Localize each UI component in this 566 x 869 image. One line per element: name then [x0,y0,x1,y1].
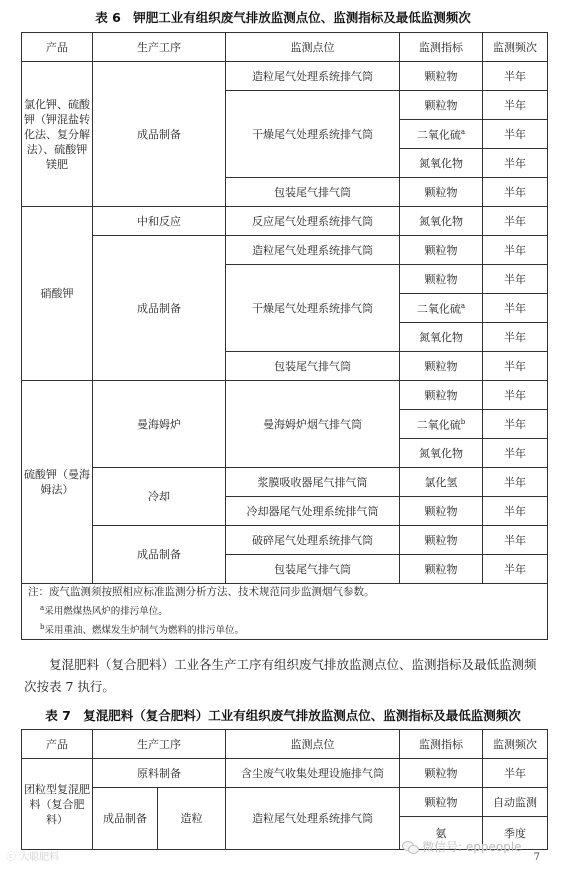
point-cell: 浆膜吸收器尾气排气筒 [226,468,400,497]
header-process: 生产工序 [93,730,226,759]
table6-notes-row [22,584,548,640]
indicator-cell [400,410,483,439]
header-frequency: 监测频次 [483,33,548,62]
page-number: 7 [533,852,540,863]
point-cell: 造粒尾气处理系统排气筒 [226,788,400,850]
frequency-cell: 季度 [483,817,548,850]
process-cell: 曼海姆炉 [93,381,226,468]
note-a [28,601,545,619]
indicator-text: 二氧化硫 [416,302,461,316]
wechat-icon [402,841,418,853]
table6-header-row [22,33,548,62]
header-indicator: 监测指标 [400,33,483,62]
header-process: 生产工序 [93,33,226,62]
point-cell: 造粒尾气处理系统排气筒 [226,62,400,91]
indicator-cell: 颗粒物 [400,526,483,555]
indicator-cell: 氨 [400,817,483,850]
footnote-mark: b [460,418,466,427]
frequency-cell: 自动监测 [483,788,548,817]
indicator-cell: 颗粒物 [400,497,483,526]
frequency-cell: 半年 [483,207,548,236]
point-cell: 干燥尾气处理系统排气筒 [226,265,400,352]
indicator-cell: 颗粒物 [400,788,483,817]
indicator-cell: 颗粒物 [400,236,483,265]
point-cell: 包装尾气排气筒 [226,352,400,381]
point-cell: 冷却器尾气处理系统排气筒 [226,497,400,526]
frequency-cell: 半年 [483,468,548,497]
process-cell: 成品制备 [93,236,226,381]
frequency-cell: 半年 [483,497,548,526]
table-row [22,468,548,497]
footnote-mark: a [460,302,466,311]
indicator-cell: 颗粒物 [400,759,483,788]
indicator-cell: 颗粒物 [400,555,483,584]
header-indicator: 监测指标 [400,730,483,759]
header-point: 监测点位 [226,730,400,759]
indicator-cell: 颗粒物 [400,62,483,91]
table-row [22,759,548,788]
body-paragraph: 复混肥料（复合肥料）工业各生产工序有组织废气排放监测点位、监测指标及最低监测频次按表 7 执行。 [24,657,537,694]
frequency-cell: 半年 [483,381,548,410]
frequency-cell: 半年 [483,352,548,381]
point-cell: 包装尾气排气筒 [226,555,400,584]
table6-caption: 表 6 钾肥工业有组织废气排放监测点位、监测指标及最低监测频次 [95,10,471,25]
indicator-cell: 氮氧化物 [400,323,483,352]
point-cell: 含尘废气收集处理设施排气筒 [226,759,400,788]
footnote-mark: a [460,128,466,137]
subprocess-cell: 造粒 [158,788,226,850]
header-frequency: 监测频次 [483,730,548,759]
table-row [22,236,548,265]
watermark-left-text: 大聪肥料 [19,852,60,863]
header-point: 监测点位 [226,33,400,62]
indicator-cell [400,294,483,323]
table7-header-row [22,730,548,759]
indicator-cell [400,120,483,149]
indicator-cell: 氮氧化物 [400,439,483,468]
frequency-cell: 半年 [483,149,548,178]
indicator-cell: 颗粒物 [400,265,483,294]
watermark-right-text: 微信号: eppeople [422,840,522,854]
frequency-cell: 半年 [483,526,548,555]
point-cell: 曼海姆炉烟气排气筒 [226,381,400,468]
table-row [22,526,548,555]
indicator-cell: 颗粒物 [400,352,483,381]
process-cell: 原料制备 [93,759,226,788]
frequency-cell: 半年 [483,120,548,149]
note-main: 注：废气监测须按照相应标准监测分析方法、技术规范同步监测烟气参数。 [28,586,375,599]
frequency-cell: 半年 [483,555,548,584]
indicator-cell: 颗粒物 [400,381,483,410]
frequency-cell: 半年 [483,62,548,91]
frequency-cell: 半年 [483,265,548,294]
table7-caption: 表 7 复混肥料（复合肥料）工业有组织废气排放监测点位、监测指标及最低监测频次 [45,708,521,723]
frequency-cell: 半年 [483,323,548,352]
process-cell: 成品制备 [93,526,226,584]
indicator-cell: 颗粒物 [400,91,483,120]
table-row [22,62,548,91]
product-cell: 硫酸钾（曼海姆法） [22,381,93,584]
indicator-cell: 氮氧化物 [400,149,483,178]
product-cell: 硝酸钾 [22,207,93,381]
note-b-mark: b [40,622,45,631]
table7 [21,729,548,850]
product-cell: 团粒型复混肥料（复合肥料） [22,759,93,850]
note-b-text: 采用重油、燃煤发生炉制气为燃料的排污单位。 [44,624,244,636]
frequency-cell: 半年 [483,91,548,120]
table6-notes [22,584,548,640]
indicator-cell: 氯化氢 [400,468,483,497]
point-cell: 包装尾气排气筒 [226,178,400,207]
process-cell: 成品制备 [93,788,158,850]
process-cell: 中和反应 [93,207,226,236]
frequency-cell: 半年 [483,410,548,439]
process-cell: 成品制备 [93,62,226,207]
indicator-text: 二氧化硫 [416,418,461,432]
watermark-left: ⓒ 大聪肥料 [6,852,60,863]
table-row [22,207,548,236]
indicator-cell: 氮氧化物 [400,207,483,236]
product-cell: 氯化钾、硫酸钾（钾混盐转化法、复分解法）、硫酸钾镁肥 [22,62,93,207]
header-product: 产品 [22,33,93,62]
frequency-cell: 半年 [483,236,548,265]
point-cell: 破碎尾气处理系统排气筒 [226,526,400,555]
header-product: 产品 [22,730,93,759]
frequency-cell: 半年 [483,294,548,323]
table-row [22,788,548,817]
note-a-text: 采用燃煤热风炉的排污单位。 [44,606,168,618]
process-cell: 冷却 [93,468,226,526]
watermark-right [402,838,522,855]
table6 [21,32,548,640]
point-cell: 干燥尾气处理系统排气筒 [226,91,400,178]
frequency-cell: 半年 [483,178,548,207]
table-row [22,381,548,410]
point-cell: 造粒尾气处理系统排气筒 [226,236,400,265]
frequency-cell: 半年 [483,759,548,788]
indicator-cell: 颗粒物 [400,178,483,207]
note-a-mark: a [40,604,45,613]
frequency-cell: 半年 [483,439,548,468]
indicator-text: 二氧化硫 [416,128,461,142]
note-b [28,620,545,638]
point-cell: 反应尾气处理系统排气筒 [226,207,400,236]
